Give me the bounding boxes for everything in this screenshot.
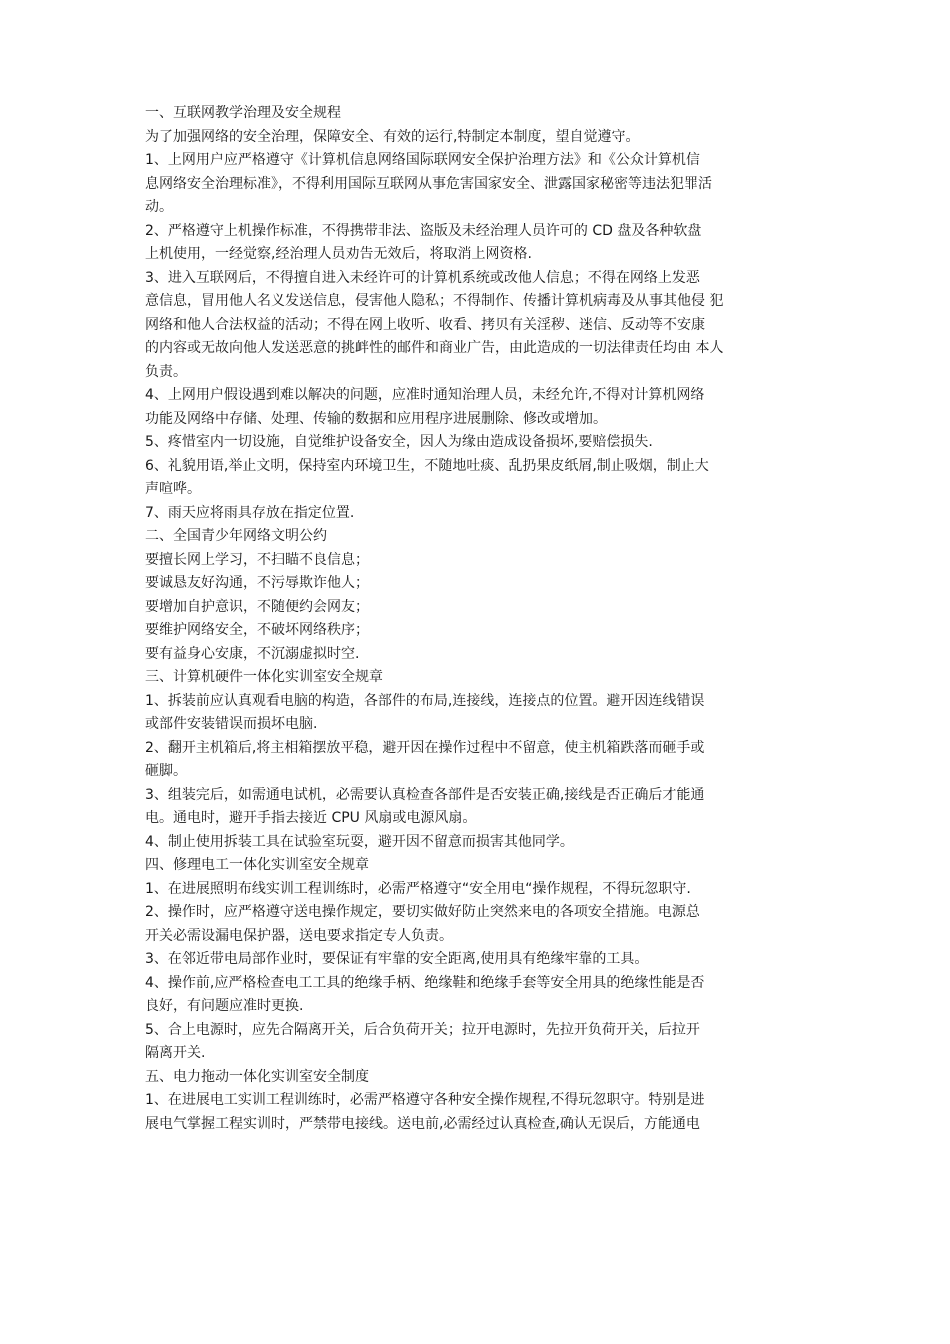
- text-line: 隔离开关.: [145, 1045, 206, 1061]
- text-line: 一、互联网教学治理及安全规程: [145, 105, 341, 121]
- text-line: 要维护网络安全，不破坏网络秩序；: [145, 622, 369, 638]
- text-line: 良好，有问题应准时更换.: [145, 998, 304, 1014]
- text-line: 4、制止使用拆装工具在试验室玩耍，避开因不留意而损害其他同学。: [145, 833, 574, 850]
- text-line: 为了加强网络的安全治理，保障安全、有效的运行,特制定本制度，望自觉遵守。: [145, 128, 640, 145]
- text-line: 展电气掌握工程实训时，严禁带电接线。送电前,必需经过认真检查,确认无误后，方能通电: [145, 1115, 700, 1132]
- text-line: 三、计算机硬件一体化实训室安全规章: [145, 669, 383, 685]
- text-line: 4、上网用户假设遇到难以解决的问题，应准时通知治理人员，未经允许,不得对计算机网络: [145, 387, 705, 403]
- text-line: 要擅长网上学习，不扫瞄不良信息；: [145, 551, 369, 568]
- text-line: 砸脚。: [145, 763, 187, 779]
- text-line: 网络和他人合法权益的活动；不得在网上收听、收看、拷贝有关淫秽、迷信、反动等不安康: [145, 316, 705, 333]
- text-line: 的内容或无故向他人发送恶意的挑衅性的邮件和商业广告，由此造成的一切法律责任均由 本人: [145, 340, 724, 356]
- text-line: 1、上网用户应严格遵守《计算机信息网络国际联网安全保护治理方法》和《公众计算机信: [145, 152, 700, 168]
- text-line: 要有益身心安康，不沉溺虚拟时空.: [145, 645, 360, 662]
- text-line: 开关必需设漏电保护器，送电要求指定专人负责。: [145, 927, 453, 944]
- text-line: 要诚恳友好沟通，不污辱欺诈他人；: [145, 575, 369, 591]
- text-line: 3、进入互联网后，不得擅自进入未经许可的计算机系统或改他人信息；不得在网络上发恶: [145, 269, 700, 286]
- text-line: 7、雨天应将雨具存放在指定位置.: [145, 504, 355, 521]
- text-line: 2、操作时，应严格遵守送电操作规定，要切实做好防止突然来电的各项安全措施。电源总: [145, 904, 700, 920]
- text-line: 二、全国青少年网络文明公约: [145, 528, 327, 544]
- text-line: 电。通电时，避开手指去接近 CPU 风扇或电源风扇。: [145, 810, 477, 826]
- text-line: 上机使用，一经觉察,经治理人员劝告无效后，将取消上网资格.: [145, 246, 532, 262]
- text-line: 1、在进展电工实训工程训练时，必需严格遵守各种安全操作规程,不得玩忽职守。特别是进: [145, 1092, 705, 1108]
- text-line: 动。: [145, 199, 173, 215]
- text-line: 6、礼貌用语,举止文明，保持室内环境卫生，不随地吐痰、乱扔果皮纸屑,制止吸烟，制止大: [145, 457, 709, 474]
- text-line: 要增加自护意识，不随便约会网友；: [145, 598, 369, 615]
- text-line: 1、拆装前应认真观看电脑的构造，各部件的布局,连接线，连接点的位置。避开因连线错误: [145, 692, 705, 709]
- text-line: 5、合上电源时，应先合隔离开关，后合负荷开关；拉开电源时，先拉开负荷开关，后拉开: [145, 1021, 700, 1038]
- text-line: 负责。: [145, 363, 187, 380]
- text-line: 2、翻开主机箱后,将主相箱摆放平稳，避开因在操作过程中不留意，使主机箱跌落而砸手或: [145, 739, 705, 756]
- text-line: 4、操作前,应严格检查电工工具的绝缘手柄、绝缘鞋和绝缘手套等安全用具的绝缘性能是否: [145, 974, 705, 991]
- text-line: 声喧哗。: [145, 481, 201, 497]
- text-line: 意信息，冒用他人名义发送信息，侵害他人隐私；不得制作、传播计算机病毒及从事其他侵 犯: [145, 293, 724, 309]
- text-line: 息网络安全治理标准》，不得利用国际互联网从事危害国家安全、泄露国家秘密等违法犯罪活: [145, 175, 712, 192]
- text-line: 5、疼惜室内一切设施，自觉维护设备安全，因人为缘由造成设备损坏,要赔偿损失.: [145, 434, 653, 450]
- text-line: 3、在邻近带电局部作业时，要保证有牢靠的安全距离,使用具有绝缘牢靠的工具。: [145, 951, 649, 967]
- text-line: 功能及网络中存储、处理、传输的数据和应用程序进展删除、修改或增加。: [145, 410, 607, 427]
- document-body: [145, 102, 810, 1136]
- text-line: 五、电力拖动一体化实训室安全制度: [145, 1068, 369, 1085]
- text-line: 2、严格遵守上机操作标准，不得携带非法、盗版及未经治理人员许可的 CD 盘及各种软盘: [145, 222, 702, 239]
- text-line: 3、组装完后，如需通电试机，必需要认真检查各部件是否安装正确,接线是否正确后才能通: [145, 786, 705, 803]
- text-line: 1、在进展照明布线实训工程训练时，必需严格遵守“安全用电“操作规程，不得玩忽职守.: [145, 880, 691, 897]
- text-line: 或部件安装错误而损坏电脑.: [145, 716, 318, 732]
- text-line: 四、修理电工一体化实训室安全规章: [145, 857, 369, 873]
